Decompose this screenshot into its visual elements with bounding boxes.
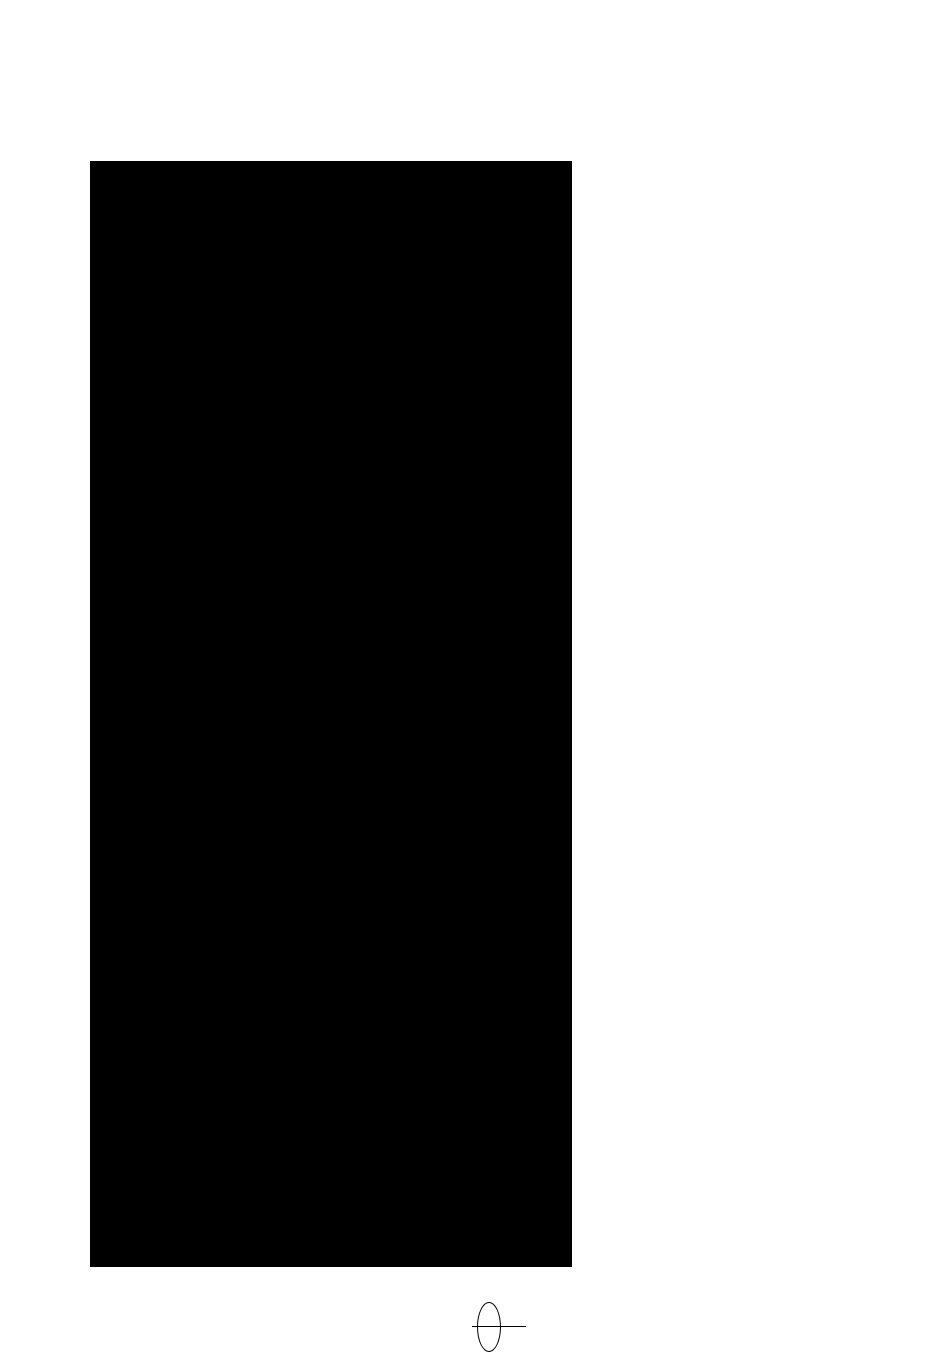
- program-table-container: [90, 157, 570, 1267]
- rotated-page-content: [0, 157, 680, 1357]
- page-number-marker: [472, 1297, 526, 1357]
- program-table: [90, 161, 572, 1267]
- table-title: [91, 162, 572, 1189]
- page-marker-oval: [477, 1302, 501, 1352]
- table-title-row: [91, 162, 572, 1267]
- footnote: [577, 177, 593, 1237]
- title-corner: [91, 1188, 572, 1266]
